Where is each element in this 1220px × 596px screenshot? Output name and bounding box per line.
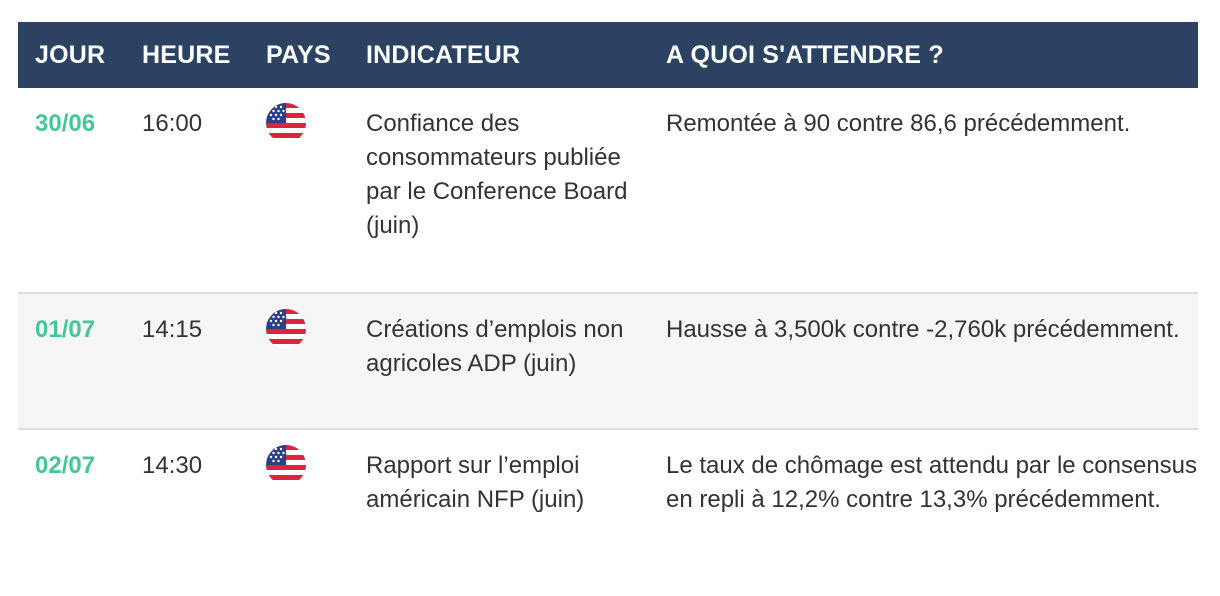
row-date: 30/06	[35, 110, 96, 137]
row-indicator: Créations d’emplois non agricoles ADP (juin)	[366, 316, 624, 377]
us-flag-icon	[266, 103, 306, 143]
row-time: 14:15	[142, 316, 203, 343]
header-attendre: A QUOI S'ATTENDRE ?	[666, 40, 944, 69]
row-date: 02/07	[35, 452, 96, 479]
us-flag-icon	[266, 309, 306, 349]
row-indicator: Confiance des consommateurs publiée par le Conference Board (juin)	[366, 110, 628, 239]
row-time: 14:30	[142, 452, 203, 479]
header-jour: JOUR	[35, 40, 106, 69]
header-pays: PAYS	[266, 40, 331, 69]
table-row	[18, 294, 1198, 430]
header-indicateur: INDICATEUR	[366, 40, 521, 69]
row-country	[249, 88, 349, 143]
row-country	[249, 430, 349, 485]
row-expectation: Le taux de chômage est attendu par le consensus en repli à 12,2% contre 13,3% précédemment.	[666, 452, 1198, 513]
row-expectation: Hausse à 3,500k contre -2,760k précédemment.	[666, 316, 1180, 343]
row-indicator: Rapport sur l’emploi américain NFP (juin)	[366, 452, 585, 513]
table-header	[18, 22, 1198, 88]
table-row	[18, 88, 1198, 294]
header-heure: HEURE	[142, 40, 231, 69]
row-expectation: Remontée à 90 contre 86,6 précédemment.	[666, 110, 1131, 137]
us-flag-icon	[266, 445, 306, 485]
calendar-table	[18, 22, 1198, 580]
row-country	[249, 294, 349, 349]
table-row	[18, 430, 1198, 580]
row-time: 16:00	[142, 110, 203, 137]
row-date: 01/07	[35, 316, 96, 343]
